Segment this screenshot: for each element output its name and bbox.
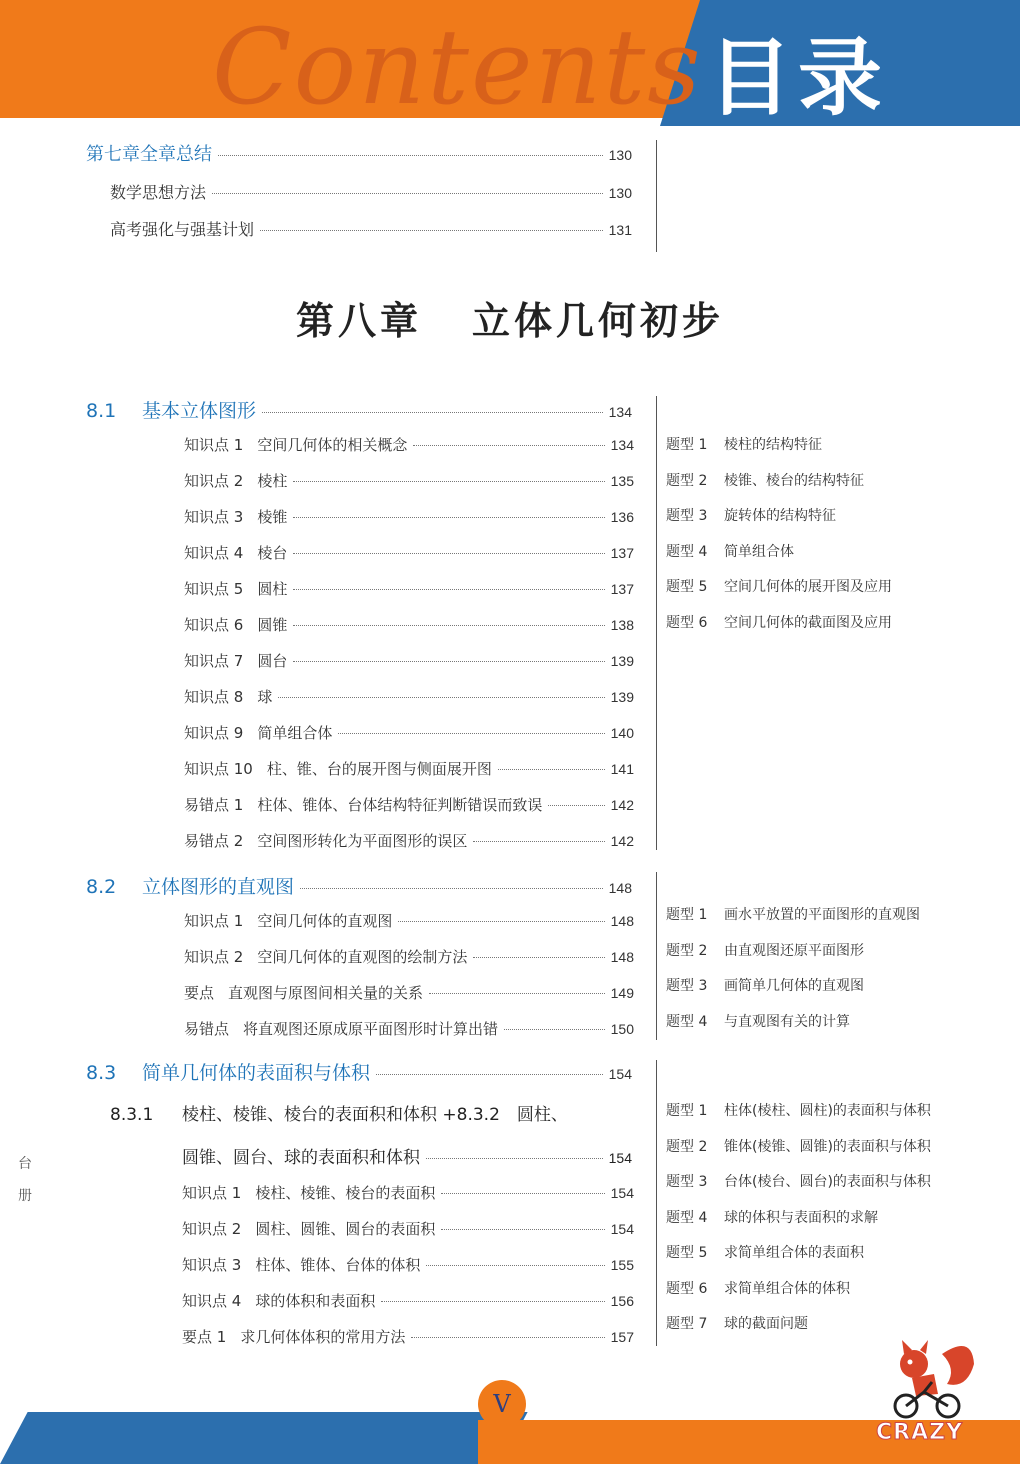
problem-type-tag: 题型 5 <box>666 579 708 595</box>
item-label: 空间几何体的相关概念 <box>257 436 408 454</box>
item-tag: 要点 1 <box>182 1328 227 1346</box>
footer-blue-band <box>0 1412 528 1464</box>
toc-ch7-summary[interactable]: 第七章全章总结 130 <box>86 144 632 165</box>
page-number: 139 <box>610 653 634 669</box>
item-tag: 知识点 4 <box>182 1292 242 1310</box>
problem-type-item[interactable] <box>666 1278 850 1298</box>
problem-type-label: 画简单几何体的直观图 <box>724 978 864 994</box>
problem-type-label: 由直观图还原平面图形 <box>724 942 864 959</box>
leader-dots <box>504 1029 605 1030</box>
problem-type-item[interactable] <box>666 904 920 924</box>
leader-dots <box>293 481 604 482</box>
item-tag: 知识点 5 <box>184 580 244 598</box>
page-number: 141 <box>610 761 634 777</box>
leader-dots <box>338 733 604 734</box>
page-number: 142 <box>610 833 634 849</box>
item-label: 球 <box>257 688 273 706</box>
problem-type-label: 画水平放置的平面图形的直观图 <box>724 907 920 923</box>
toc-item[interactable] <box>184 946 634 967</box>
problem-type-tag: 题型 6 <box>666 614 708 631</box>
leader-dots <box>413 445 604 446</box>
problem-type-tag: 题型 3 <box>666 978 708 994</box>
problem-type-item[interactable] <box>666 1207 878 1227</box>
page-number: 134 <box>610 437 634 453</box>
page-number: 148 <box>610 913 634 929</box>
problem-type-tag: 题型 7 <box>666 1316 708 1332</box>
problem-type-item[interactable] <box>666 505 836 525</box>
item-label: 棱柱、棱锥、棱台的表面积 <box>255 1184 436 1202</box>
item-tag: 易错点 2 <box>184 832 244 850</box>
problem-type-tag: 题型 4 <box>666 543 708 560</box>
item-label: 圆台 <box>257 652 288 670</box>
leader-dots <box>441 1193 604 1194</box>
page-number: 149 <box>610 985 634 1001</box>
item-tag: 知识点 8 <box>184 688 244 706</box>
toc-item[interactable] <box>182 1326 634 1347</box>
problem-type-tag: 题型 6 <box>666 1280 708 1297</box>
problem-type-item[interactable] <box>666 1313 808 1333</box>
problem-type-item[interactable] <box>666 1136 931 1156</box>
page-number: 142 <box>610 797 634 813</box>
item-label: 圆锥 <box>257 616 288 634</box>
item-label: 棱柱 <box>257 472 288 490</box>
item-label: 空间几何体的直观图 <box>257 912 393 930</box>
problem-type-item[interactable] <box>666 612 892 632</box>
item-tag: 易错点 <box>184 1020 230 1038</box>
item-label: 将直观图还原成原平面图形时计算出错 <box>243 1020 499 1038</box>
page-number: 139 <box>610 689 634 705</box>
problem-type-tag: 题型 5 <box>666 1245 708 1261</box>
item-tag: 知识点 3 <box>182 1256 242 1274</box>
problem-type-item[interactable] <box>666 434 822 454</box>
item-tag: 知识点 3 <box>184 508 244 526</box>
chapter-title: 第八章 立体几何初步 <box>295 298 725 343</box>
page-number: 137 <box>610 581 634 597</box>
page-number: 135 <box>610 473 634 489</box>
toc-item[interactable] <box>184 830 634 851</box>
item-tag: 要点 <box>184 984 215 1002</box>
problem-type-label: 简单组合体 <box>724 543 794 560</box>
page-number: 138 <box>610 617 634 633</box>
page-number: 156 <box>610 1293 634 1309</box>
column-divider <box>656 140 657 252</box>
toc-item[interactable] <box>184 578 634 599</box>
problem-type-item[interactable] <box>666 1171 931 1191</box>
problem-type-item[interactable] <box>666 576 892 596</box>
problem-type-label: 台体(棱台、圆台)的表面积与体积 <box>724 1174 931 1190</box>
toc-item[interactable]: 数学思想方法 130 <box>110 183 632 202</box>
item-label: 圆柱、圆锥、圆台的表面积 <box>255 1220 436 1238</box>
page-number: 154 <box>610 1185 634 1201</box>
toc-item[interactable] <box>184 650 634 671</box>
problem-type-item[interactable] <box>666 541 794 561</box>
problem-type-item[interactable] <box>666 975 864 995</box>
item-label: 简单组合体 <box>257 724 333 742</box>
item-tag: 知识点 7 <box>184 652 244 670</box>
toc-subsection-8-3-1-cont[interactable]: 圆锥、圆台、球的表面积和体积 154 <box>182 1148 632 1168</box>
page-number: V <box>478 1380 526 1428</box>
problem-type-label: 空间几何体的展开图及应用 <box>724 579 892 595</box>
leader-dots <box>498 769 605 770</box>
problem-type-tag: 题型 3 <box>666 1174 708 1190</box>
leader-dots <box>293 517 604 518</box>
toc-item[interactable] <box>184 434 634 455</box>
leader-dots <box>293 625 604 626</box>
problem-type-label: 柱体(棱柱、圆柱)的表面积与体积 <box>724 1103 931 1119</box>
problem-type-label: 棱锥、棱台的结构特征 <box>724 472 864 489</box>
contents-heading: Contents <box>212 6 703 128</box>
problem-type-item[interactable] <box>666 470 864 490</box>
leader-dots <box>293 589 604 590</box>
problem-type-tag: 题型 4 <box>666 1013 708 1030</box>
page-number: 155 <box>610 1257 634 1273</box>
problem-type-label: 锥体(棱锥、圆锥)的表面积与体积 <box>724 1138 931 1155</box>
page-title: 目录 <box>708 29 889 127</box>
leader-dots <box>381 1301 604 1302</box>
page-number: 148 <box>610 949 634 965</box>
leader-dots <box>293 661 604 662</box>
problem-type-item[interactable] <box>666 1011 850 1031</box>
problem-type-item[interactable] <box>666 1100 931 1120</box>
toc-item[interactable]: 高考强化与强基计划 131 <box>110 220 632 239</box>
item-label: 空间几何体的直观图的绘制方法 <box>257 948 468 966</box>
leader-dots <box>473 957 604 958</box>
problem-type-tag: 题型 2 <box>666 472 708 489</box>
toc-item[interactable] <box>184 686 634 707</box>
item-tag: 知识点 2 <box>184 948 244 966</box>
toc-item[interactable] <box>184 470 634 491</box>
leader-dots <box>398 921 604 922</box>
toc-item[interactable] <box>184 758 634 779</box>
item-tag: 知识点 2 <box>182 1220 242 1238</box>
problem-type-label: 旋转体的结构特征 <box>724 508 836 524</box>
leader-dots <box>411 1337 604 1338</box>
toc-item[interactable] <box>184 614 634 635</box>
toc-item[interactable] <box>182 1182 634 1203</box>
toc-item[interactable] <box>184 910 634 931</box>
problem-type-item[interactable] <box>666 1242 864 1262</box>
problem-type-tag: 题型 1 <box>666 1103 708 1119</box>
item-tag: 知识点 9 <box>184 724 244 742</box>
problem-type-label: 与直观图有关的计算 <box>724 1013 850 1030</box>
problem-type-tag: 题型 3 <box>666 508 708 524</box>
item-label: 柱、锥、台的展开图与侧面展开图 <box>266 760 492 778</box>
toc-item[interactable] <box>184 542 634 563</box>
problem-type-tag: 题型 2 <box>666 1138 708 1155</box>
logo-text: CRAZY <box>876 1420 963 1445</box>
problem-type-label: 球的截面问题 <box>724 1316 808 1332</box>
item-tag: 知识点 1 <box>184 912 244 930</box>
item-label: 棱锥 <box>257 508 288 526</box>
item-label: 球的体积和表面积 <box>255 1292 376 1310</box>
margin-bleed: 台 册 <box>18 1156 32 1204</box>
column-divider <box>656 1060 657 1346</box>
page-number: 137 <box>610 545 634 561</box>
toc-item[interactable] <box>184 506 634 527</box>
item-label: 圆柱 <box>257 580 288 598</box>
page-number: 136 <box>610 509 634 525</box>
item-tag: 知识点 4 <box>184 544 244 562</box>
toc-item[interactable] <box>182 1254 634 1275</box>
toc-subsection-8-3-1[interactable]: 8.3.1 棱柱、棱锥、棱台的表面积和体积 +8.3.2 圆柱、 <box>110 1105 568 1125</box>
toc-section-8-3[interactable]: 8.3 简单几何体的表面积与体积 154 <box>86 1062 632 1084</box>
column-divider <box>656 872 657 1040</box>
toc-item[interactable] <box>182 1218 634 1239</box>
problem-type-tag: 题型 2 <box>666 942 708 959</box>
item-label: 棱台 <box>257 544 288 562</box>
toc-section-8-1[interactable]: 8.1 基本立体图形 134 <box>86 400 632 422</box>
item-tag: 知识点 1 <box>184 436 244 454</box>
page-number: 140 <box>610 725 634 741</box>
item-tag: 易错点 1 <box>184 796 244 814</box>
item-label: 直观图与原图间相关量的关系 <box>228 984 424 1002</box>
toc-item[interactable] <box>184 722 634 743</box>
item-label: 柱体、锥体、台体的体积 <box>255 1256 421 1274</box>
leader-dots <box>429 993 605 994</box>
fox-mascot-icon <box>872 1334 982 1424</box>
problem-type-tag: 题型 4 <box>666 1209 708 1226</box>
toc-item[interactable] <box>184 794 634 815</box>
item-tag: 知识点 10 <box>184 760 253 778</box>
column-divider <box>656 396 657 850</box>
item-tag: 知识点 2 <box>184 472 244 490</box>
toc-item[interactable] <box>182 1290 634 1311</box>
leader-dots <box>441 1229 604 1230</box>
page-number: 150 <box>610 1021 634 1037</box>
leader-dots <box>473 841 604 842</box>
item-tag: 知识点 1 <box>182 1184 242 1202</box>
problem-type-label: 空间几何体的截面图及应用 <box>724 614 892 631</box>
problem-type-label: 球的体积与表面积的求解 <box>724 1209 878 1226</box>
toc-item[interactable] <box>184 1018 634 1039</box>
problem-type-item[interactable] <box>666 940 864 960</box>
toc-section-8-2[interactable]: 8.2 立体图形的直观图 148 <box>86 876 632 898</box>
leader-dots <box>293 553 604 554</box>
page-number: 157 <box>610 1329 634 1345</box>
leader-dots <box>548 805 604 806</box>
problem-type-tag: 题型 1 <box>666 437 708 453</box>
problem-type-label: 求简单组合体的体积 <box>724 1280 850 1297</box>
problem-type-label: 棱柱的结构特征 <box>724 437 822 453</box>
page-number: 154 <box>610 1221 634 1237</box>
toc-item[interactable] <box>184 982 634 1003</box>
item-label: 柱体、锥体、台体结构特征判断错误而致误 <box>257 796 543 814</box>
item-tag: 知识点 6 <box>184 616 244 634</box>
leader-dots <box>426 1265 604 1266</box>
item-label: 空间图形转化为平面图形的误区 <box>257 832 468 850</box>
item-label: 求几何体体积的常用方法 <box>240 1328 406 1346</box>
leader-dots <box>278 697 604 698</box>
problem-type-tag: 题型 1 <box>666 907 708 923</box>
problem-type-label: 求简单组合体的表面积 <box>724 1245 864 1261</box>
